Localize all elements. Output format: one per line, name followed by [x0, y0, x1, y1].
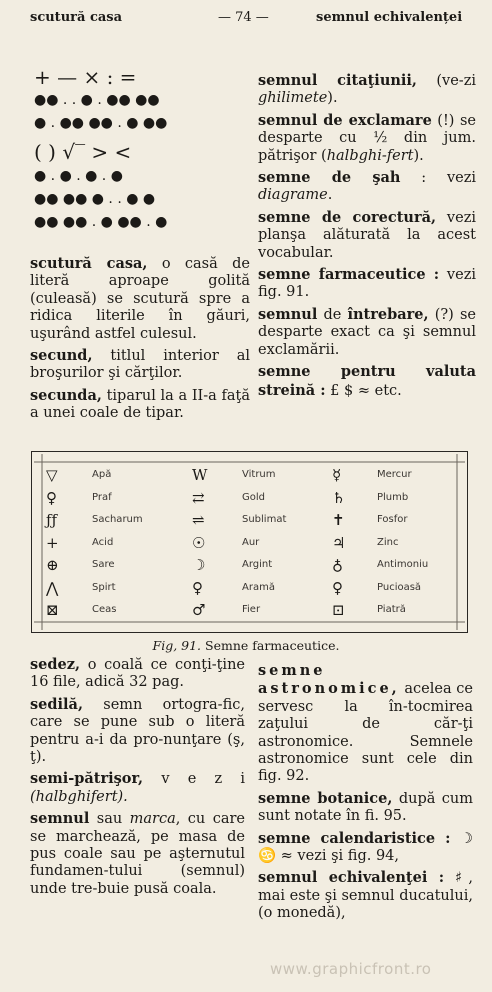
entry-term: sedilă, — [30, 695, 83, 713]
entry-text: o casă de literă aproape golită (culeasă) se scutură spre a ridica literile în găuri, uşurând astfel culesul. — [30, 256, 250, 342]
entry-text: ). — [413, 147, 424, 164]
caption-text: Semne farmaceutice. — [201, 638, 340, 653]
table-label: Praf — [92, 491, 112, 503]
entry-text: titlul interior al broşurilor şi cărţilor. — [30, 348, 250, 382]
table-label: Plumb — [377, 491, 409, 503]
table-label: Aramă — [242, 581, 275, 593]
table-symbol: ⊡ — [332, 601, 345, 619]
glyph-row: ●● ●● ● . . ● ● — [34, 191, 156, 207]
table-symbol: ⇌ — [192, 511, 205, 529]
header-left: scutură casa — [30, 10, 123, 25]
table-symbol: ♀ — [192, 578, 203, 597]
table-symbol: ♃ — [332, 533, 346, 552]
table-label: Spirt — [92, 581, 116, 593]
entry-term: sedez, — [30, 656, 81, 673]
right-column-bottom — [258, 662, 473, 927]
table-label: Mercur — [377, 469, 412, 480]
entry-term: semnul — [30, 810, 90, 828]
table-symbol: + — [46, 533, 59, 552]
entry-term: semne pentru valuta streină : — [258, 363, 476, 399]
table-label: Argint — [242, 559, 273, 570]
entry-term: secund, — [30, 347, 93, 365]
entry-term: semnul echivalenţei : — [258, 869, 445, 887]
glyph-row: ●● ●● . ● ●● . ● — [34, 214, 168, 230]
table-symbol: ▽ — [46, 466, 58, 484]
table-symbol: ☉ — [192, 533, 206, 552]
table-symbol: ♀ — [46, 488, 57, 507]
entry-ref: ghilimete — [258, 90, 328, 107]
entry-semipatrisor — [30, 770, 245, 806]
entry-text: de — [317, 306, 348, 323]
entry-text: . — [327, 187, 333, 204]
entry-text: (?) se desparte exact ca şi semnul exclamării. — [258, 306, 476, 358]
table-symbol: ☿ — [332, 466, 342, 484]
entry-text: (!) se desparte cu ½ din jum. pătrişor ( — [258, 112, 476, 164]
entry-text: : vezi — [400, 170, 476, 187]
entry-term: semne de şah — [258, 169, 401, 187]
entry-text: sau — [89, 811, 130, 828]
table-label: Sare — [92, 559, 115, 570]
entry-intrebare — [258, 306, 476, 359]
glyph-row: ● . ●● ●● . ● ●● — [34, 115, 168, 131]
table-label: Pucioasă — [377, 581, 422, 593]
table-label: Sacharum — [92, 514, 143, 525]
entry-term: semne botanice, — [258, 789, 393, 807]
entry-astronomice — [258, 662, 473, 786]
table-label: Antimoniu — [377, 559, 429, 570]
watermark-text: www.graphicfront.ro — [270, 960, 432, 978]
entry-text: (ve-zi — [416, 73, 476, 89]
table-label: Vitrum — [242, 469, 276, 480]
table-symbol: ♄ — [332, 488, 346, 507]
entry-farmaceutice — [258, 266, 476, 302]
figure-caption — [0, 638, 492, 653]
entry-term: întrebare, — [347, 305, 429, 323]
table-symbol: ♂ — [192, 601, 206, 619]
glyph-row: ( ) √‾ > < — [34, 140, 132, 164]
table-label: Piatră — [377, 604, 406, 615]
entry-text: vezi planşa alăturată la acest vocabular. — [258, 209, 476, 261]
left-column-bottom — [30, 656, 245, 902]
entry-sedila — [30, 696, 245, 767]
entry-text: o coală ce conţi-ţine 16 file, adică 32 pag. — [30, 657, 245, 691]
entry-ref: (halbghifert). — [30, 788, 128, 805]
table-label: Apă — [92, 469, 112, 480]
right-column-top — [258, 72, 476, 404]
table-label: Acid — [92, 536, 114, 548]
entry-sedez — [30, 656, 245, 692]
entry-text: ). — [327, 90, 338, 107]
entry-citatiunii — [258, 72, 476, 108]
entry-corectura — [258, 209, 476, 262]
table-symbol: ✝ — [332, 511, 345, 529]
entry-term: scutură casa, — [30, 255, 148, 272]
entry-term: semne astronomice, — [258, 662, 400, 698]
table-symbol: ☽ — [192, 556, 206, 574]
entry-ref: diagrame — [258, 187, 328, 204]
caption-label: Fig, 91. — [152, 638, 202, 653]
glyph-row: ● . ● . ● . ● — [34, 168, 123, 184]
entry-term: semne farmaceutice : — [258, 266, 440, 284]
table-label: Aur — [242, 536, 260, 548]
entry-echivalentei — [258, 869, 473, 922]
entry-botanice — [258, 790, 473, 826]
entry-term: semnul de exclamare — [258, 111, 432, 129]
table-label: Ceas — [92, 604, 117, 615]
table-label: Fier — [242, 604, 261, 615]
entry-text: vezi fig. 91. — [258, 267, 476, 301]
entry-term: secunda, — [30, 386, 102, 404]
table-label: Zinc — [377, 536, 399, 548]
entry-term: semne calendaristice : — [258, 829, 451, 847]
entry-term: semnul — [258, 305, 318, 323]
entry-semnul — [30, 810, 245, 898]
entry-scutura — [30, 255, 250, 343]
glyph-row: ●● . . ● . ●● ●● — [34, 92, 160, 108]
entry-text: £ $ ≈ etc. — [325, 382, 402, 399]
entry-term: semne de corectură, — [258, 208, 437, 226]
header-right: semnul echivalenței — [316, 10, 463, 25]
glyph-row: + — × : = — [34, 65, 137, 89]
table-symbol: ♀ — [332, 578, 343, 597]
entry-secunda — [30, 387, 250, 423]
entry-text: semn ortogra-fic, care se pune sub o literă pentru a-i da pro-nunţare (ş, ţ). — [30, 696, 245, 766]
entry-text: tiparul la a II-a faţă a unei coale de tipar. — [30, 387, 250, 422]
entry-ref: marca — [129, 811, 176, 828]
entry-exclamare — [258, 112, 476, 165]
table-label: Gold — [242, 491, 265, 503]
table-label: Fosfor — [377, 514, 408, 525]
table-symbol: ⋀ — [46, 578, 59, 597]
punctuation-glyph-figure — [34, 65, 249, 250]
pharmaceutical-signs-table — [31, 451, 468, 633]
entry-term: semi-pătrişor, — [30, 770, 144, 788]
page-number: — 74 — — [218, 10, 269, 25]
entry-ref: halbghi-fert — [326, 147, 414, 164]
table-symbol: ⊠ — [46, 601, 59, 619]
entry-text: ♯, mai este şi semnul ducatului, (o monedă), — [258, 870, 473, 922]
entry-calendaristice — [258, 830, 473, 866]
entry-text: ☽ ♋ ≈ vezi şi fig. 94, — [258, 830, 474, 865]
table-symbol: W — [192, 466, 208, 484]
left-column-top — [30, 255, 250, 427]
entry-text: v e z i — [143, 771, 245, 788]
entry-valuta — [258, 363, 476, 400]
table-symbol: ⊕ — [46, 556, 59, 574]
entry-text: acelea ce servesc la în-tocmirea zaţului de căr-ţi astronomice. Semnele astronomice sunt cele din fig. 92. — [258, 681, 473, 785]
table-symbol: ƒƒ — [46, 511, 58, 529]
running-header — [0, 6, 492, 28]
entry-secund — [30, 347, 250, 383]
entry-text: , cu care se marchează, pe masa de pus coale sau pe aşternutul fundamen-tului (semnul) unde tre-buie pusă coala. — [30, 811, 245, 897]
entry-sah — [258, 169, 476, 205]
table-symbol: ⇄ — [192, 488, 205, 507]
table-label: Sublimat — [242, 514, 287, 525]
entry-term: semnul citaţiunii, — [258, 72, 417, 89]
table-symbol: ♁ — [332, 556, 343, 574]
entry-text: după cum sunt notate în fi. 95. — [258, 790, 473, 825]
